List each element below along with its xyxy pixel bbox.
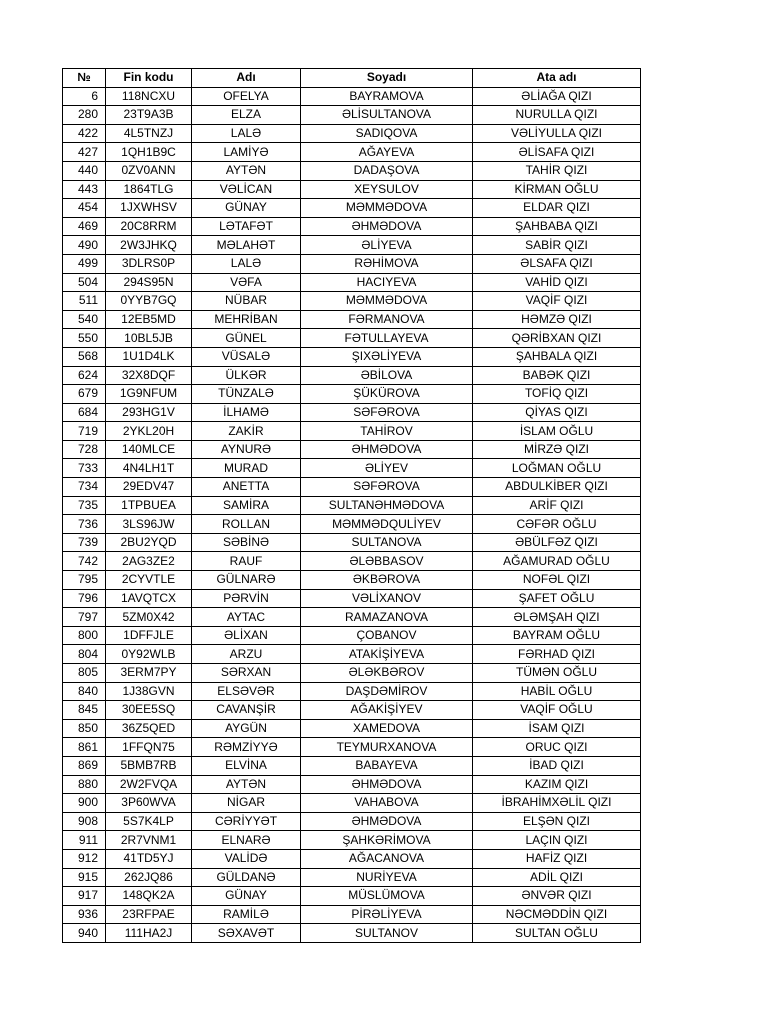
- cell-surname: ƏLİSULTANOVA: [301, 106, 473, 125]
- table-row: [63, 775, 641, 794]
- cell-fin-code: 1TPBUEA: [106, 496, 192, 515]
- table-row: [63, 254, 641, 273]
- cell-surname: AĞAYEVA: [301, 143, 473, 162]
- cell-fin-code: 1JXWHSV: [106, 199, 192, 218]
- cell-patronymic: İSLAM OĞLU: [473, 422, 641, 441]
- table-row: [63, 310, 641, 329]
- cell-first-name: SƏBİNƏ: [192, 533, 301, 552]
- cell-fin-code: 2W3JHKQ: [106, 236, 192, 255]
- header-surname: Soyadı: [301, 69, 473, 88]
- table-row: [63, 552, 641, 571]
- cell-fin-code: 20C8RRM: [106, 217, 192, 236]
- cell-patronymic: LAÇIN QIZI: [473, 831, 641, 850]
- cell-first-name: GÜNEL: [192, 329, 301, 348]
- cell-fin-code: 3LS96JW: [106, 515, 192, 534]
- cell-surname: ƏKBƏROVA: [301, 571, 473, 590]
- cell-patronymic: NOFƏL QIZI: [473, 571, 641, 590]
- cell-patronymic: HAFİZ QIZI: [473, 849, 641, 868]
- cell-patronymic: NƏCMƏDDİN QIZI: [473, 905, 641, 924]
- cell-first-name: RAUF: [192, 552, 301, 571]
- table-row: [63, 478, 641, 497]
- cell-number: 796: [63, 589, 106, 608]
- cell-number: 550: [63, 329, 106, 348]
- cell-patronymic: ŞAHBABA QIZI: [473, 217, 641, 236]
- cell-first-name: ELNARƏ: [192, 831, 301, 850]
- cell-number: 912: [63, 849, 106, 868]
- cell-patronymic: VAQİF QIZI: [473, 292, 641, 311]
- cell-fin-code: 29EDV47: [106, 478, 192, 497]
- table-row: [63, 589, 641, 608]
- cell-patronymic: ELŞƏN QIZI: [473, 812, 641, 831]
- cell-first-name: AYTAC: [192, 608, 301, 627]
- table-row: [63, 440, 641, 459]
- cell-number: 940: [63, 924, 106, 943]
- cell-first-name: ÜLKƏR: [192, 366, 301, 385]
- cell-surname: RAMAZANOVA: [301, 608, 473, 627]
- cell-first-name: AYTƏN: [192, 775, 301, 794]
- cell-number: 540: [63, 310, 106, 329]
- table-header: [63, 69, 641, 88]
- cell-surname: AĞAKİŞİYEV: [301, 701, 473, 720]
- cell-first-name: VƏFA: [192, 273, 301, 292]
- cell-patronymic: VAQİF OĞLU: [473, 701, 641, 720]
- cell-surname: TEYMURXANOVA: [301, 738, 473, 757]
- cell-surname: MÜSLÜMOVA: [301, 887, 473, 906]
- cell-number: 736: [63, 515, 106, 534]
- cell-fin-code: 1U1D4LK: [106, 347, 192, 366]
- cell-fin-code: 23RFPAE: [106, 905, 192, 924]
- cell-number: 733: [63, 459, 106, 478]
- cell-surname: NURİYEVA: [301, 868, 473, 887]
- cell-number: 443: [63, 180, 106, 199]
- cell-patronymic: SABİR QIZI: [473, 236, 641, 255]
- cell-fin-code: 262JQ86: [106, 868, 192, 887]
- table-row: [63, 459, 641, 478]
- cell-surname: ŞAHKƏRİMOVA: [301, 831, 473, 850]
- table-row: [63, 496, 641, 515]
- cell-fin-code: 1G9NFUM: [106, 385, 192, 404]
- table-body: [63, 87, 641, 942]
- cell-first-name: ELSƏVƏR: [192, 682, 301, 701]
- cell-first-name: GÜNAY: [192, 199, 301, 218]
- header-number: №: [63, 69, 106, 88]
- cell-fin-code: 1J38GVN: [106, 682, 192, 701]
- cell-patronymic: BABƏK QIZI: [473, 366, 641, 385]
- cell-first-name: LAMİYƏ: [192, 143, 301, 162]
- cell-surname: VAHABOVA: [301, 794, 473, 813]
- table-row: [63, 831, 641, 850]
- header-first-name: Adı: [192, 69, 301, 88]
- cell-fin-code: 118NCXU: [106, 87, 192, 106]
- cell-number: 280: [63, 106, 106, 125]
- cell-surname: TAHİROV: [301, 422, 473, 441]
- cell-first-name: ƏLİXAN: [192, 626, 301, 645]
- cell-first-name: GÜLDANƏ: [192, 868, 301, 887]
- cell-first-name: MEHRİBAN: [192, 310, 301, 329]
- cell-fin-code: 1AVQTCX: [106, 589, 192, 608]
- cell-surname: XEYSULOV: [301, 180, 473, 199]
- cell-patronymic: FƏRHAD QIZI: [473, 645, 641, 664]
- cell-surname: ƏLƏKBƏROV: [301, 664, 473, 683]
- cell-fin-code: 5ZM0X42: [106, 608, 192, 627]
- cell-number: 511: [63, 292, 106, 311]
- table-row: [63, 887, 641, 906]
- cell-patronymic: QİYAS QIZI: [473, 403, 641, 422]
- cell-first-name: RAMİLƏ: [192, 905, 301, 924]
- table-row: [63, 849, 641, 868]
- cell-fin-code: 2YKL20H: [106, 422, 192, 441]
- table-row: [63, 868, 641, 887]
- cell-patronymic: NURULLA QIZI: [473, 106, 641, 125]
- table-row: [63, 719, 641, 738]
- cell-fin-code: 3DLRS0P: [106, 254, 192, 273]
- cell-fin-code: 41TD5YJ: [106, 849, 192, 868]
- cell-fin-code: 2AG3ZE2: [106, 552, 192, 571]
- table-row: [63, 738, 641, 757]
- cell-first-name: GÜLNARƏ: [192, 571, 301, 590]
- cell-surname: ƏHMƏDOVA: [301, 812, 473, 831]
- cell-first-name: AYGÜN: [192, 719, 301, 738]
- cell-fin-code: 1FFQN75: [106, 738, 192, 757]
- cell-fin-code: 294S95N: [106, 273, 192, 292]
- cell-fin-code: 10BL5JB: [106, 329, 192, 348]
- cell-first-name: VÜSALƏ: [192, 347, 301, 366]
- cell-fin-code: 2W2FVQA: [106, 775, 192, 794]
- cell-surname: ƏHMƏDOVA: [301, 217, 473, 236]
- cell-patronymic: SULTAN OĞLU: [473, 924, 641, 943]
- table-row: [63, 217, 641, 236]
- cell-number: 936: [63, 905, 106, 924]
- cell-first-name: LALƏ: [192, 254, 301, 273]
- table-row: [63, 347, 641, 366]
- cell-first-name: CAVANŞİR: [192, 701, 301, 720]
- header-fin-code: Fin kodu: [106, 69, 192, 88]
- table-row: [63, 403, 641, 422]
- cell-first-name: MƏLAHƏT: [192, 236, 301, 255]
- cell-first-name: VALİDƏ: [192, 849, 301, 868]
- table-row: [63, 533, 641, 552]
- cell-number: 6: [63, 87, 106, 106]
- table-row: [63, 664, 641, 683]
- cell-fin-code: 2BU2YQD: [106, 533, 192, 552]
- cell-number: 734: [63, 478, 106, 497]
- table-row: [63, 106, 641, 125]
- table-row: [63, 87, 641, 106]
- cell-fin-code: 3P60WVA: [106, 794, 192, 813]
- cell-number: 845: [63, 701, 106, 720]
- cell-number: 800: [63, 626, 106, 645]
- cell-patronymic: ƏNVƏR QIZI: [473, 887, 641, 906]
- cell-surname: SƏFƏROVA: [301, 403, 473, 422]
- cell-patronymic: ŞAHBALA QIZI: [473, 347, 641, 366]
- table-row: [63, 329, 641, 348]
- cell-surname: ƏLƏBBASOV: [301, 552, 473, 571]
- cell-surname: BABAYEVA: [301, 756, 473, 775]
- cell-fin-code: 1864TLG: [106, 180, 192, 199]
- cell-number: 568: [63, 347, 106, 366]
- table-row: [63, 124, 641, 143]
- header-patronymic: Ata adı: [473, 69, 641, 88]
- cell-first-name: ELZA: [192, 106, 301, 125]
- cell-number: 422: [63, 124, 106, 143]
- cell-number: 684: [63, 403, 106, 422]
- cell-number: 915: [63, 868, 106, 887]
- cell-surname: BAYRAMOVA: [301, 87, 473, 106]
- table-row: [63, 515, 641, 534]
- table-row: [63, 143, 641, 162]
- table-row: [63, 292, 641, 311]
- cell-patronymic: ƏLİSAFA QIZI: [473, 143, 641, 162]
- cell-first-name: LALƏ: [192, 124, 301, 143]
- cell-fin-code: 140MLCE: [106, 440, 192, 459]
- cell-number: 427: [63, 143, 106, 162]
- cell-first-name: ROLLAN: [192, 515, 301, 534]
- cell-first-name: PƏRVİN: [192, 589, 301, 608]
- cell-patronymic: ELDAR QIZI: [473, 199, 641, 218]
- cell-patronymic: BAYRAM OĞLU: [473, 626, 641, 645]
- cell-patronymic: AĞAMURAD OĞLU: [473, 552, 641, 571]
- cell-surname: SULTANOV: [301, 924, 473, 943]
- cell-fin-code: 12EB5MD: [106, 310, 192, 329]
- cell-number: 861: [63, 738, 106, 757]
- cell-surname: RƏHİMOVA: [301, 254, 473, 273]
- table-row: [63, 756, 641, 775]
- cell-fin-code: 2R7VNM1: [106, 831, 192, 850]
- cell-fin-code: 4N4LH1T: [106, 459, 192, 478]
- cell-patronymic: ƏLƏMŞAH QIZI: [473, 608, 641, 627]
- cell-first-name: SƏXAVƏT: [192, 924, 301, 943]
- cell-patronymic: İBAD QIZI: [473, 756, 641, 775]
- cell-patronymic: VAHİD QIZI: [473, 273, 641, 292]
- cell-surname: ƏLİYEVA: [301, 236, 473, 255]
- cell-first-name: NİGAR: [192, 794, 301, 813]
- cell-fin-code: 111HA2J: [106, 924, 192, 943]
- cell-patronymic: ŞAFET OĞLU: [473, 589, 641, 608]
- cell-fin-code: 293HG1V: [106, 403, 192, 422]
- cell-surname: MƏMMƏDOVA: [301, 199, 473, 218]
- cell-first-name: MURAD: [192, 459, 301, 478]
- cell-surname: ÇOBANOV: [301, 626, 473, 645]
- cell-fin-code: 0Y92WLB: [106, 645, 192, 664]
- cell-surname: SƏFƏROVA: [301, 478, 473, 497]
- table-row: [63, 571, 641, 590]
- cell-surname: ŞÜKÜROVA: [301, 385, 473, 404]
- cell-surname: ŞIXƏLİYEVA: [301, 347, 473, 366]
- cell-number: 900: [63, 794, 106, 813]
- cell-fin-code: 5BMB7RB: [106, 756, 192, 775]
- cell-first-name: CƏRİYYƏT: [192, 812, 301, 831]
- cell-surname: SULTANOVA: [301, 533, 473, 552]
- cell-fin-code: 5S7K4LP: [106, 812, 192, 831]
- cell-surname: SADIQOVA: [301, 124, 473, 143]
- table-row: [63, 626, 641, 645]
- cell-patronymic: ƏLİAĞA QIZI: [473, 87, 641, 106]
- cell-number: 469: [63, 217, 106, 236]
- cell-patronymic: TAHİR QIZI: [473, 161, 641, 180]
- table-row: [63, 812, 641, 831]
- cell-number: 917: [63, 887, 106, 906]
- cell-number: 804: [63, 645, 106, 664]
- cell-first-name: VƏLİCAN: [192, 180, 301, 199]
- cell-number: 742: [63, 552, 106, 571]
- cell-patronymic: ORUC QIZI: [473, 738, 641, 757]
- table-row: [63, 180, 641, 199]
- table-row: [63, 385, 641, 404]
- cell-surname: FƏTULLAYEVA: [301, 329, 473, 348]
- cell-surname: HACIYEVA: [301, 273, 473, 292]
- cell-patronymic: CƏFƏR OĞLU: [473, 515, 641, 534]
- cell-number: 728: [63, 440, 106, 459]
- cell-fin-code: 0ZV0ANN: [106, 161, 192, 180]
- cell-patronymic: İSAM QIZI: [473, 719, 641, 738]
- table-row: [63, 161, 641, 180]
- cell-number: 880: [63, 775, 106, 794]
- cell-surname: PİRƏLİYEVA: [301, 905, 473, 924]
- cell-surname: AĞACANOVA: [301, 849, 473, 868]
- table-row: [63, 366, 641, 385]
- cell-surname: SULTANƏHMƏDOVA: [301, 496, 473, 515]
- cell-patronymic: TÜMƏN OĞLU: [473, 664, 641, 683]
- cell-patronymic: ƏLSAFA QIZI: [473, 254, 641, 273]
- cell-patronymic: MİRZƏ QIZI: [473, 440, 641, 459]
- cell-surname: ATAKİŞİYEVA: [301, 645, 473, 664]
- table-row: [63, 273, 641, 292]
- cell-first-name: OFELYA: [192, 87, 301, 106]
- cell-first-name: GÜNAY: [192, 887, 301, 906]
- cell-patronymic: VƏLİYULLA QIZI: [473, 124, 641, 143]
- cell-first-name: ARZU: [192, 645, 301, 664]
- cell-surname: XAMEDOVA: [301, 719, 473, 738]
- table-row: [63, 608, 641, 627]
- table-row: [63, 701, 641, 720]
- cell-number: 440: [63, 161, 106, 180]
- cell-number: 624: [63, 366, 106, 385]
- cell-first-name: LƏTAFƏT: [192, 217, 301, 236]
- cell-patronymic: KAZIM QIZI: [473, 775, 641, 794]
- cell-number: 490: [63, 236, 106, 255]
- cell-surname: MƏMMƏDQULİYEV: [301, 515, 473, 534]
- cell-fin-code: 30EE5SQ: [106, 701, 192, 720]
- cell-surname: MƏMMƏDOVA: [301, 292, 473, 311]
- cell-number: 679: [63, 385, 106, 404]
- cell-surname: DAŞDƏMİROV: [301, 682, 473, 701]
- table-row: [63, 905, 641, 924]
- cell-patronymic: ABDULKİBER QIZI: [473, 478, 641, 497]
- cell-number: 795: [63, 571, 106, 590]
- cell-fin-code: 36Z5QED: [106, 719, 192, 738]
- cell-patronymic: ƏBÜLFƏZ QIZI: [473, 533, 641, 552]
- data-table: [62, 68, 641, 943]
- header-row: [63, 69, 641, 88]
- cell-number: 504: [63, 273, 106, 292]
- cell-patronymic: LOĞMAN OĞLU: [473, 459, 641, 478]
- cell-number: 499: [63, 254, 106, 273]
- cell-patronymic: HƏMZƏ QIZI: [473, 310, 641, 329]
- cell-first-name: İLHAMƏ: [192, 403, 301, 422]
- cell-fin-code: 0YYB7GQ: [106, 292, 192, 311]
- cell-surname: ƏLİYEV: [301, 459, 473, 478]
- cell-fin-code: 1DFFJLE: [106, 626, 192, 645]
- cell-surname: VƏLİXANOV: [301, 589, 473, 608]
- cell-number: 911: [63, 831, 106, 850]
- table-row: [63, 924, 641, 943]
- cell-patronymic: QƏRİBXAN QIZI: [473, 329, 641, 348]
- cell-number: 735: [63, 496, 106, 515]
- cell-first-name: TÜNZALƏ: [192, 385, 301, 404]
- cell-first-name: SƏRXAN: [192, 664, 301, 683]
- cell-first-name: NÜBAR: [192, 292, 301, 311]
- cell-surname: FƏRMANOVA: [301, 310, 473, 329]
- cell-number: 797: [63, 608, 106, 627]
- cell-surname: ƏBİLOVA: [301, 366, 473, 385]
- cell-number: 805: [63, 664, 106, 683]
- cell-surname: DADAŞOVA: [301, 161, 473, 180]
- cell-fin-code: 4L5TNZJ: [106, 124, 192, 143]
- cell-fin-code: 1QH1B9C: [106, 143, 192, 162]
- cell-number: 908: [63, 812, 106, 831]
- table-row: [63, 199, 641, 218]
- cell-number: 739: [63, 533, 106, 552]
- cell-patronymic: TOFİQ QIZI: [473, 385, 641, 404]
- cell-surname: ƏHMƏDOVA: [301, 775, 473, 794]
- cell-number: 869: [63, 756, 106, 775]
- cell-number: 850: [63, 719, 106, 738]
- cell-first-name: ZAKİR: [192, 422, 301, 441]
- cell-patronymic: HABİL OĞLU: [473, 682, 641, 701]
- cell-number: 840: [63, 682, 106, 701]
- cell-fin-code: 2CYVTLE: [106, 571, 192, 590]
- cell-patronymic: KİRMAN OĞLU: [473, 180, 641, 199]
- cell-number: 454: [63, 199, 106, 218]
- table-row: [63, 645, 641, 664]
- cell-first-name: AYTƏN: [192, 161, 301, 180]
- cell-first-name: SAMİRA: [192, 496, 301, 515]
- cell-patronymic: ADİL QIZI: [473, 868, 641, 887]
- cell-surname: ƏHMƏDOVA: [301, 440, 473, 459]
- cell-first-name: ELVİNA: [192, 756, 301, 775]
- table-row: [63, 236, 641, 255]
- cell-fin-code: 148QK2A: [106, 887, 192, 906]
- cell-first-name: ANETTA: [192, 478, 301, 497]
- cell-fin-code: 3ERM7PY: [106, 664, 192, 683]
- cell-fin-code: 23T9A3B: [106, 106, 192, 125]
- cell-first-name: RƏMZİYYƏ: [192, 738, 301, 757]
- table-row: [63, 422, 641, 441]
- cell-patronymic: İBRAHİMXƏLİL QIZI: [473, 794, 641, 813]
- cell-fin-code: 32X8DQF: [106, 366, 192, 385]
- table-row: [63, 682, 641, 701]
- table-row: [63, 794, 641, 813]
- cell-patronymic: ARİF QIZI: [473, 496, 641, 515]
- cell-first-name: AYNURƏ: [192, 440, 301, 459]
- cell-number: 719: [63, 422, 106, 441]
